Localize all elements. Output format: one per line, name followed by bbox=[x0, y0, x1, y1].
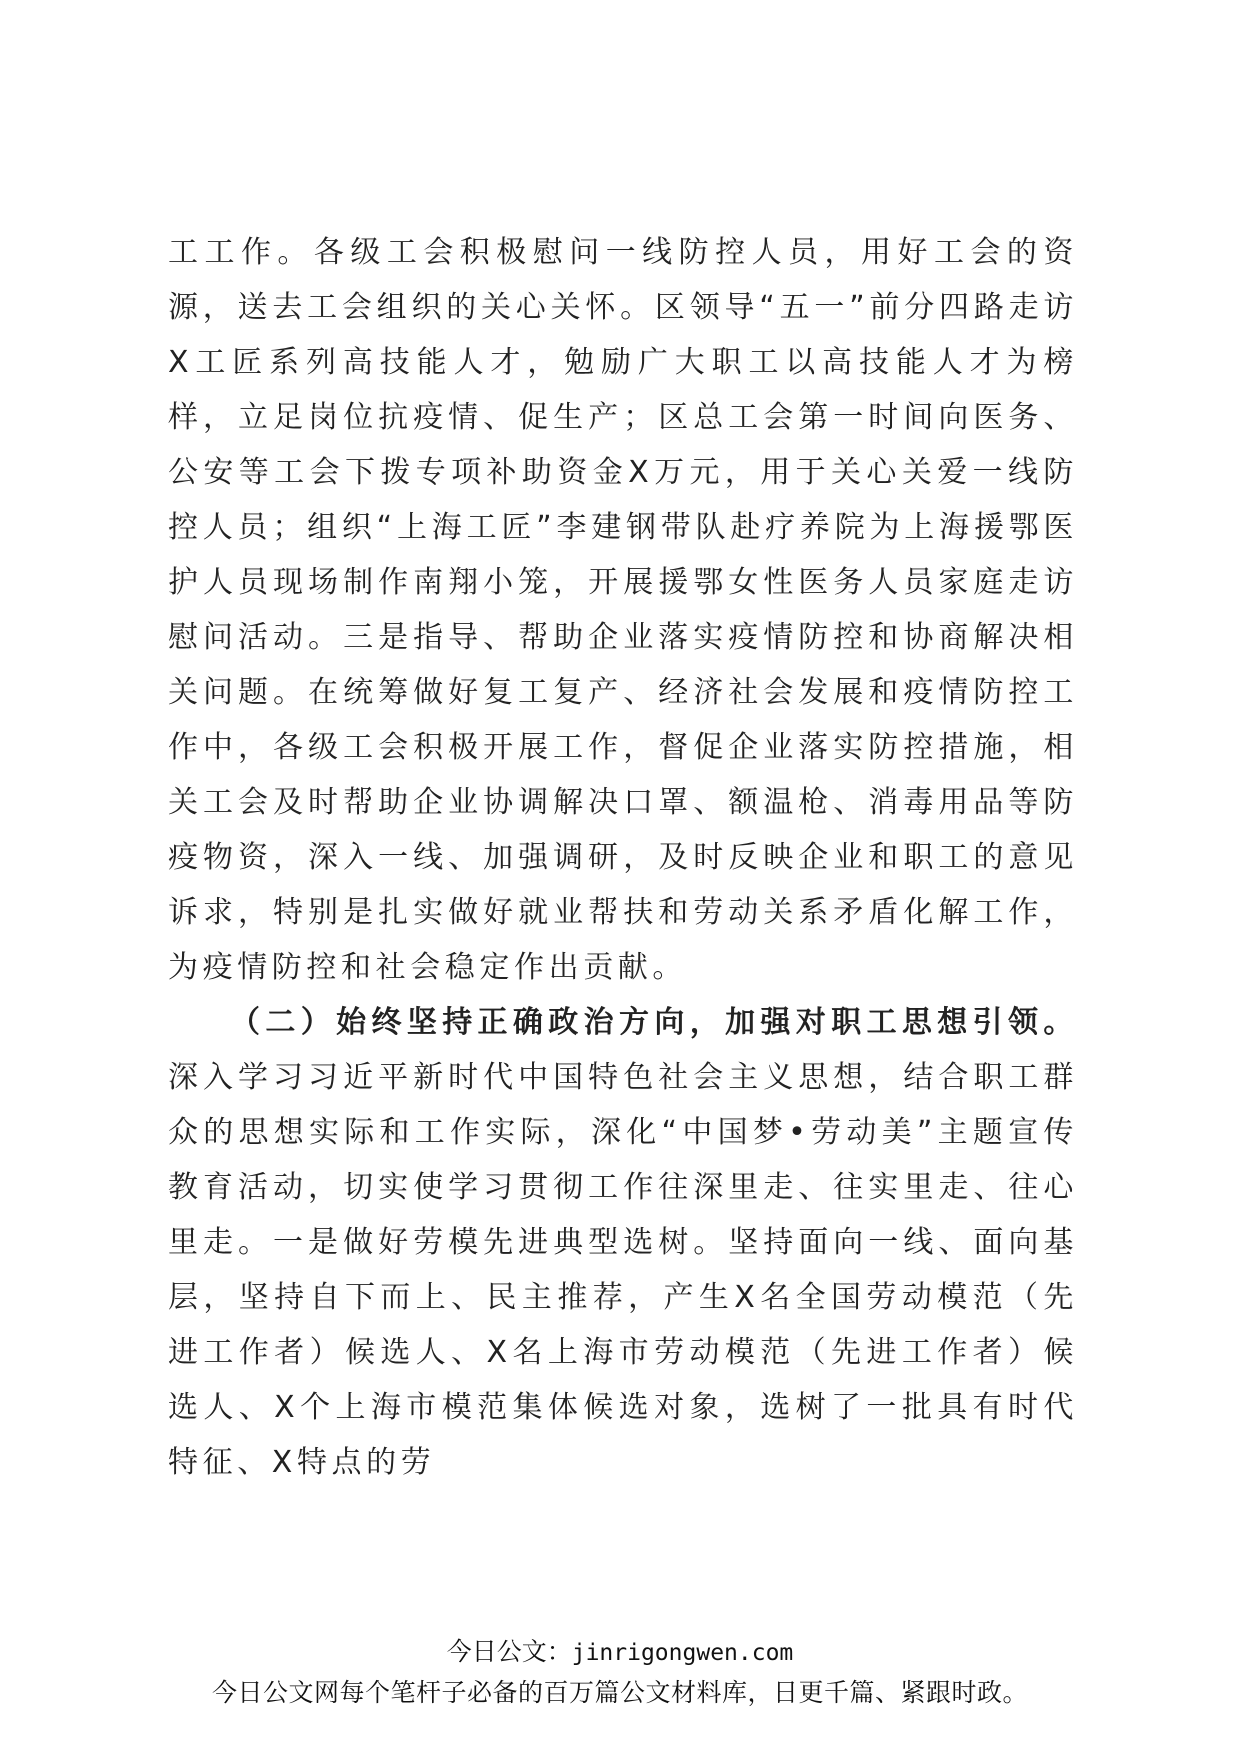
paragraph-section-two bbox=[168, 995, 1078, 1490]
footer-slogan: 今日公文网每个笔杆子必备的百万篇公文材料库，日更千篇、紧跟时政。 bbox=[211, 1678, 1028, 1707]
footer-site-line bbox=[0, 1635, 1240, 1670]
footer-site-url[interactable]: jinrigongwen.com bbox=[571, 1640, 794, 1666]
paragraph-continued bbox=[168, 225, 1078, 995]
paragraph-text: 深入学习习近平新时代中国特色社会主义思想，结合职工群众的思想实际和工作实际，深化“中国梦•劳动美”主题宣传教育活动，切实使学习贯彻工作往深里走、往实里走、往心里走。一是做好劳模先进典型选树。坚持面向一线、面向基层，坚持自下而上、民主推荐，产生X名全国劳动模范（先进工作者）候选人、X名上海市劳动模范（先进工作者）候选人、X个上海市模范集体候选对象，选树了一批具有时代特征、X特点的劳 bbox=[168, 1060, 1078, 1480]
paragraph-text: 工工作。各级工会积极慰问一线防控人员，用好工会的资源，送去工会组织的关心关怀。区领导“五一”前分四路走访X工匠系列高技能人才，勉励广大职工以高技能人才为榜样，立足岗位抗疫情、促生产；区总工会第一时间向医务、公安等工会下拨专项补助资金X万元，用于关心关爱一线防控人员；组织“上海工匠”李建钢带队赴疗养院为上海援鄂医护人员现场制作南翔小笼，开展援鄂女性医务人员家庭走访慰问活动。三是指导、帮助企业落实疫情防控和协商解决相关问题。在统筹做好复工复产、经济社会发展和疫情防控工作中，各级工会积极开展工作，督促企业落实防控措施，相关工会及时帮助企业协调解决口罩、额温枪、消毒用品等防疫物资，深入一线、加强调研，及时反映企业和职工的意见诉求，特别是扎实做好就业帮扶和劳动关系矛盾化解工作，为疫情防控和社会稳定作出贡献。 bbox=[168, 235, 1078, 985]
footer-site-label: 今日公文： bbox=[446, 1637, 572, 1666]
document-body bbox=[168, 225, 1078, 1490]
section-heading: （二）始终坚持正确政治方向，加强对职工思想引领。 bbox=[230, 1005, 1078, 1040]
